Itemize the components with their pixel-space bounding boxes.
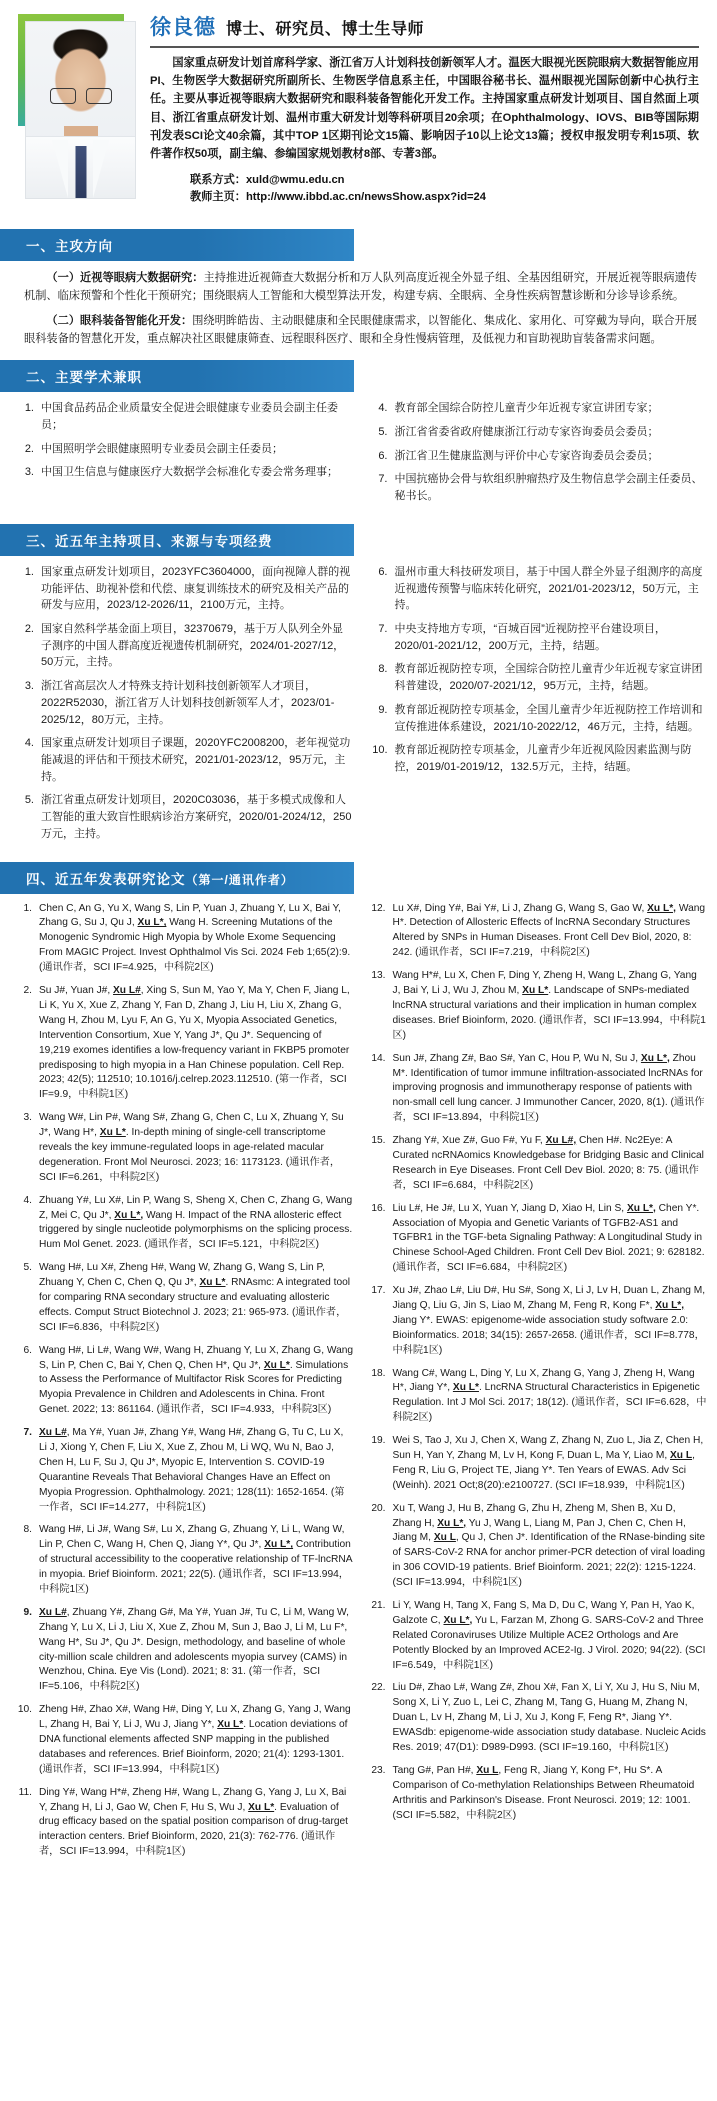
citation-authors-pre: Wang H*#, Lu X, Chen F, Ding Y, Zheng H, Wang L, Zhang G, Yang J, Bai Y, Li J, Wu J, Zhou M,: [392, 970, 697, 997]
highlighted-author-name: Xu L*,: [137, 917, 167, 929]
citation-authors-pre: Xu J#, Zhao L#, Liu D#, Hu S#, Song X, Li J, Lv H, Duan L, Zhang M, Jiang Q, Liu G, Jin S, Liao M, Zhang M, Feng R, Kong F*,: [392, 1285, 706, 1311]
list-item: [14, 400, 354, 433]
section-2-right-column: [368, 400, 708, 512]
publication-citation: [39, 1703, 354, 1777]
citation-rest: . Simulations to Assess the Performance of Multifactor Risk Scores for Predicting Myopia Prevalence in Children and Adolescents in China. Front Genet. 2022; 13: 861164. (通讯作者，SCI IF=4.933，中科院3区): [39, 1359, 349, 1416]
list-item: [368, 661, 708, 694]
portrait-frame: [18, 14, 136, 199]
person-titles: 博士、研究员、博士生导师: [226, 21, 425, 38]
list-item: [368, 448, 708, 465]
publication-number: 15.: [371, 1135, 386, 1147]
publication-number: 1.: [23, 902, 32, 914]
highlighted-author-name: Xu L*: [217, 1719, 244, 1731]
citation-authors-pre: Li Y, Wang H, Tang X, Fang S, Ma D, Du C, Wang Y, Pan H, Yao K, Galzote C,: [392, 1600, 695, 1626]
publication-entry: [368, 1367, 708, 1427]
citation-rest: Wang H. Impact of the RNA allosteric effect triggered by single nucleotide polymorphisms on the splicing process. Hum Mol Genet. 2023. (通讯作者，SCI IF=5.121，中科院2区): [39, 1209, 353, 1251]
citation-authors-pre: Wang H#, Lu X#, Zheng H#, Wang W, Zhang G, Wang S, Lin P, Zhuang Y, Chen C, Chen Q, Qu J*,: [39, 1262, 325, 1289]
item-text: 中国卫生信息与健康医疗大数据学会标准化专委会常务理事；: [41, 466, 338, 479]
item-text: 中国抗癌协会骨与软组织肿瘤热疗及生物信息学会副主任委员、秘书长。: [394, 473, 703, 503]
publication-right-column: [368, 902, 708, 1869]
citation-authors-pre: Wang H#, Li L#, Wang W#, Wang H, Zhuang Y, Lu X, Zhang G, Wang S, Lin P, Chen C, Bai Y, Chen Q, Chen H*, Qu J*,: [39, 1344, 354, 1371]
publication-citation: [39, 1261, 354, 1335]
publication-citation: [393, 1599, 708, 1673]
highlighted-author-name: Xu L*,: [626, 1202, 656, 1214]
publication-citation: [393, 1681, 708, 1755]
section-4-body: [0, 902, 717, 1869]
research-direction-body: 主持推进近视筛查大数据分析和万人队列高度近视全外显子组、全基因组研究，开展近视等眼病遗传机制、临床预警和个性化干预研究；围绕眼病人工智能和大模型算法开发，构建专病、全眼病、全身性疾病智慧诊断和分诊导诊系统。: [24, 271, 697, 302]
publication-entry: [368, 1052, 708, 1126]
research-direction-body: 围绕明眸皓齿、主动眼健康和全民眼健康需求，以智能化、集成化、家用化、可穿戴为导向，联合开展眼科装备的智慧化开发，重点解决社区眼健康筛查、远程眼科医疗、眼和全身性慢病管理，及低视力和盲助视助盲装备需求问题。: [24, 314, 697, 346]
publication-list-left: [14, 902, 354, 1861]
highlighted-author-name: Xu L*: [263, 1359, 290, 1371]
citation-authors-pre: Xu T, Wang J, Hu B, Zhang G, Zhu H, Zheng M, Shen B, Xu D, Zhang H,: [392, 1502, 676, 1529]
section-2-title: 二、主要学术兼职: [26, 370, 142, 386]
item-text: 教育部近视防控专项，全国综合防控儿童青少年近视专家宣讲团科普建设，2020/07-2021/12，95万元，主持，结题。: [394, 663, 703, 693]
highlighted-author-name: Xu L#: [39, 1606, 67, 1618]
publication-entry: [368, 1202, 708, 1276]
highlighted-author-name: Xu L*: [522, 985, 549, 997]
item-number: 5.: [24, 794, 34, 807]
list-item: [368, 424, 708, 441]
publication-number: 2.: [23, 985, 32, 997]
name-line: [150, 16, 699, 43]
highlighted-author-name: Xu L#: [113, 985, 141, 997]
list-item: [14, 792, 354, 842]
citation-rest: , Zhuang Y#, Zhang G#, Ma Y#, Yuan J#, Tu C, Li M, Wang W, Zhang Y, Lu X, Li J, Liu X, Xue Z, Zhou M, Sun J, Bao J, Li M, Lu F*, Wang H*, Su J*, Qu J*. Design, methodology, and baseline of whole city-million scale children and adolescents myopia survey (CAMS) in Wenzhou, China. Eye Vis (Lond). 2021; 8: 31. (第一作者，SCI IF=5.106，中科院2区): [39, 1606, 349, 1693]
citation-rest: Contribution of structural accessibility to the cooperative relationship of TF-lncRNA in myopia. Brief Bioinform. 2021; 22(5). (通讯作者，SCI IF=13.994，中科院1区): [39, 1539, 352, 1595]
publication-number: 14.: [371, 1052, 386, 1064]
citation-authors-pre: Liu D#, Zhao L#, Wang Z#, Zhou X#, Fan X, Li Y, Xu J, Hu S, Niu M, Song X, Li Y, Zuo L, Lei C, Zhang M, Tang G, Huang M, Zhang N, Duan L, Lv H, Zhang M, Li J, Xu J, Kong F, Feng R*, Jiang Y*. EWASdb: epigenome-wide association study database. Nucleic Acids Res. 2019; 47(D1): D989-D993. (SCI IF=19.160，中科院1区): [392, 1682, 706, 1754]
item-text: 教育部近视防控专项基金，儿童青少年近视风险因素监测与防控，2019/01-2019/12，132.5万元，主持，结题。: [394, 744, 692, 773]
citation-rest: Yu L, Farzan M, Zhong G. SARS-CoV-2 and Three Related Coronaviruses Utilize Multiple ACE2 Orthologs and Are Potently Blocked by an Improved ACE2-Ig. J Virol. 2020; 94(22). (SCI IF=6.549，中科院1区): [392, 1614, 706, 1671]
citation-rest: Zhou M*. Identification of tumor immune infiltration-associated lncRNAs for improving prognosis and immunotherapy response of patients with non-small cell lung cancer. J Immunother Cancer, 2020, 8(1). (通讯作者，SCI IF=13.894，中科院1区): [392, 1052, 705, 1124]
research-direction-item: [14, 312, 703, 348]
citation-rest: Wang H*. Detection of Allosteric Effects of lncRNA Secondary Structures Altered by SNPs in Human Diseases. Front Cell Dev Biol, 2020, 8: 242. (通讯作者，SCI IF=7.219，中科院2区): [392, 902, 706, 959]
publication-citation: [39, 1786, 354, 1860]
appointment-list-left: [14, 400, 354, 481]
section-3-title: 三、近五年主持项目、来源与专项经费: [26, 533, 273, 549]
publication-number: 20.: [371, 1502, 386, 1514]
citation-rest: , Feng R, Jiang Y, Kong F*, Hu S*. A Comparison of Co-methylation Relationships Between Rheumatoid Arthritis and Parkinson's Disease. Front Neurosci. 2019; 12: 1001. (SCI IF=5.582，中科院2区): [392, 1764, 695, 1821]
publication-citation: [393, 1202, 708, 1276]
highlighted-author-name: Xu L: [433, 1532, 456, 1544]
citation-authors-pre: Zhang Y#, Xue Z#, Guo F#, Yu F,: [392, 1135, 546, 1147]
citation-rest: Chen Y*. Association of Myopia and Genetic Variants of TGFB2-AS1 and TGFBR1 in the TGF-beta Signaling Pathway: A Longitudinal Study in Chinese School-Aged Children. Front Cell Dev Biol. 2021; 9: 628182. (通讯作者，SCI IF=6.684，中科院2区): [392, 1202, 705, 1274]
publication-entry: [14, 902, 354, 976]
publication-entry: [14, 1703, 354, 1777]
publication-number: 10.: [17, 1704, 32, 1716]
publication-entry: [368, 969, 708, 1043]
contact-email-row: [190, 172, 699, 189]
citation-authors-pre: Liu L#, He J#, Lu X, Yuan Y, Jiang D, Xiao H, Lin S,: [392, 1202, 627, 1214]
item-text: 中国照明学会眼健康照明专业委员会副主任委员；: [41, 442, 283, 455]
divider: [150, 46, 699, 48]
citation-authors-pre: Su J#, Yuan J#,: [39, 985, 114, 997]
highlighted-author-name: Xu L#: [39, 1427, 67, 1439]
citation-authors-pre: Wang C#, Wang L, Ding Y, Lu X, Zhang G, Yang J, Zheng H, Wang H*, Jiang Y*,: [392, 1367, 695, 1394]
publication-entry: [368, 1764, 708, 1824]
section-4-title: 四、近五年发表研究论文: [26, 871, 186, 887]
list-item: [368, 471, 708, 504]
citation-rest: . Location deviations of DNA functional elements affected SNP mapping in the published databases and references. Brief Bioinform, 2020; 21(4): 1293-1301. (通讯作者，SCI IF=13.994，中科院1区): [39, 1719, 348, 1775]
section-1-title: 一、主攻方向: [26, 238, 113, 254]
highlighted-author-name: Xu L*,: [114, 1209, 144, 1221]
publication-entry: [368, 1434, 708, 1494]
publication-citation: [393, 969, 708, 1043]
publication-entry: [14, 1786, 354, 1860]
item-text: 浙江省高层次人才特殊支持计划科技创新领军人才项目，2022R52030，浙江省万人计划科技创新领军人才，2023/01-2025/12，80万元，主持。: [41, 680, 335, 726]
portrait-photo: [25, 21, 136, 199]
item-number: 4.: [378, 402, 388, 415]
publication-entry: [14, 1194, 354, 1254]
item-number: 10.: [372, 744, 388, 757]
research-direction-item: [14, 269, 703, 305]
publication-entry: [14, 1426, 354, 1515]
person-name: 徐良德: [150, 16, 216, 39]
section-4-subtitle: （第一/通讯作者）: [185, 872, 294, 887]
item-text: 浙江省重点研发计划项目，2020C03036，基于多模式成像和人工智能的重大致盲性眼病诊治方案研究，2020/01-2024/12，250万元，主持。: [41, 794, 352, 840]
collar-right-shape: [93, 140, 109, 198]
contact-homepage-row: [190, 189, 699, 206]
highlighted-author-name: Xu L#,: [545, 1135, 577, 1147]
publication-citation: [393, 1284, 708, 1358]
publication-citation: [39, 1111, 354, 1185]
publication-entry: [368, 1284, 708, 1358]
glasses-icon: [50, 88, 112, 103]
publication-number: 9.: [23, 1606, 32, 1618]
item-text: 教育部近视防控专项基金，全国儿童青少年近视防控工作培训和宣传推进体系建设，2021/10-2022/12，46万元，主持，结题。: [394, 703, 703, 733]
biography-text: 国家重点研发计划首席科学家、浙江省万人计划科技创新领军人才。温医大眼视光医院眼病大数据智能应用PI、生物医学大数据研究所副所长、生物医学信息系主任，中国眼谷秘书长、温州眼视光国际创新中心执行主任。主要从事近视等眼病大数据研究和眼科装备智能化开发工作。主持国家重点研发计划项目、国自然面上项目、浙江省重点研发计划、温州市重大研发计划等科研项目20余项；在Ophthalmology、IOVS、BIB等国际期刊发表SCI论文40余篇，其中TOP 1区期刊论文15篇、影响因子10以上论文13篇；授权申报发明专利15项、软件著作权50项，副主编、参编国家规划教材8部、专著3部。: [150, 57, 699, 160]
contact-block: [150, 172, 699, 207]
profile-hero: [0, 0, 717, 217]
section-header-academic-appointments: [0, 360, 354, 392]
item-number: 2.: [24, 622, 34, 635]
citation-rest: . In-depth mining of single-cell transcriptome reveals the key immune-regulated loops in age-related macular degeneration. Front Mol Neurosci. 2023; 16: 1173123. (通讯作者，SCI IF=6.261，中科院2区): [39, 1127, 341, 1183]
section-3-left-column: [14, 564, 354, 850]
section-header-publications: [0, 862, 354, 894]
publication-number: 13.: [371, 970, 386, 982]
citation-authors-pre: Sun J#, Zhang Z#, Bao S#, Yan C, Hou P, Wu N, Su J,: [392, 1052, 641, 1064]
publication-number: 18.: [371, 1367, 386, 1379]
citation-rest: Wang H. Screening Mutations of the Monogenic Syndromic High Myopia by Whole Exome Sequencing From MAGIC Project. Invest Ophthalmol Vis Sci. 2024 Feb 1;65(2):9. (通讯作者，SCI IF=4.925，中科院2区): [39, 917, 351, 974]
item-text: 国家重点研发计划项目子课题，2020YFC2008200，老年视觉功能减退的评估和干预技术研究，2021/01-2023/12，95万元，主持。: [41, 737, 351, 783]
citation-rest: , Xing S, Sun M, Yao Y, Ma Y, Chen F, Jiang L, Li K, Yu X, Xue Z, Zhang Y, Fan D, Zhang J, Liu H, Liu X, Zhang G, Wang H, Zhou M, Lyu F, An G, Yu X, Myopia Associated Genetics, Intervention Consortium, Xue Y, Yang J*, Qu J*. Sequencing of 19,219 exomes identifies a low-frequency variant in FKBP5 promoter predisposing to high myopia in a Han Chinese population. Cell Rep. 2023; 42(5); 112510; 10.1016/j.celrep.2023.112510. (第一作者，SCI IF=9.9，中科院1区): [39, 985, 350, 1101]
list-item: [368, 621, 708, 654]
highlighted-author-name: Xu L*: [248, 1801, 275, 1813]
publication-number: 11.: [18, 1786, 32, 1798]
item-number: 7.: [378, 622, 388, 635]
list-item: [14, 564, 354, 614]
collar-left-shape: [52, 140, 68, 198]
highlighted-author-name: Xu L*,: [443, 1614, 473, 1626]
list-item: [368, 564, 708, 614]
item-number: 2.: [24, 442, 34, 455]
citation-authors-pre: Zhuang Y#, Lu X#, Lin P, Wang S, Sheng X, Chen C, Zhang G, Wang Z, Mei C, Qu J*,: [39, 1194, 353, 1221]
publication-citation: [393, 1764, 708, 1824]
section-1-body: [0, 269, 717, 349]
publication-entry: [14, 984, 354, 1103]
item-number: 1.: [24, 402, 34, 415]
publication-number: 6.: [23, 1344, 32, 1356]
citation-rest: . Evaluation of drug efficacy based on the spatial position comparison of drug-target interaction centers. Brief Bioinform, 2020, 21(3): 762-776. (通讯作者，SCI IF=13.994，中科院1区): [39, 1801, 349, 1858]
list-item: [14, 678, 354, 728]
list-item: [14, 621, 354, 671]
list-item: [368, 702, 708, 735]
highlighted-author-name: Xu L*: [99, 1127, 126, 1139]
publication-entry: [368, 1599, 708, 1673]
publication-number: 12.: [371, 902, 386, 914]
citation-authors-pre: Ding Y#, Wang H*#, Zheng H#, Wang L, Zhang G, Yang J, Lu X, Bai Y, Zhang H, Li J, Gao W, Chen F, Hu S, Wu J,: [39, 1786, 347, 1813]
list-item: [14, 441, 354, 458]
publication-citation: [393, 1367, 708, 1427]
highlighted-author-name: Xu L*,: [647, 902, 677, 914]
highlighted-author-name: Xu L*: [199, 1277, 226, 1289]
publication-entry: [14, 1523, 354, 1597]
contact-email-value[interactable]: xuld@wmu.edu.cn: [245, 173, 345, 186]
citation-authors-pre: Wang W#, Lin P#, Wang S#, Zhang G, Chen C, Lu X, Zhuang Y, Su J*, Wang H*,: [39, 1112, 344, 1139]
list-item: [368, 400, 708, 417]
publication-citation: [393, 1434, 708, 1494]
publication-citation: [39, 1194, 354, 1254]
item-number: 9.: [378, 703, 388, 716]
item-number: 5.: [378, 425, 388, 438]
publication-citation: [39, 1426, 354, 1515]
publication-citation: [39, 1523, 354, 1597]
publication-number: 8.: [23, 1524, 32, 1536]
item-number: 3.: [24, 466, 34, 479]
item-number: 6.: [378, 449, 388, 462]
publication-number: 23.: [371, 1764, 386, 1776]
citation-rest: . RNAsmc: A integrated tool for comparing RNA secondary structure and evaluating allosteric effects. Comput Struct Biotechnol J. 2023; 21: 965-973. (通讯作者，SCI IF=6.836，中科院2区): [39, 1277, 351, 1333]
citation-rest: Jiang Y*. EWAS: epigenome-wide association study software 2.0: Bioinformatics. 2018; 34(15): 2657-2658. (通讯作者，SCI IF=8.778，中科院1区): [392, 1314, 705, 1356]
publication-citation: [39, 984, 354, 1103]
citation-authors-pre: Lu X#, Ding Y#, Bai Y#, Li J, Zhang G, Wang S, Gao W,: [392, 902, 648, 914]
necktie-shape: [75, 146, 86, 198]
highlighted-author-name: Xu L: [669, 1449, 693, 1461]
highlighted-author-name: Xu L*: [452, 1382, 479, 1394]
contact-email-label: 联系方式：: [190, 173, 246, 186]
item-number: 4.: [24, 737, 34, 750]
project-list-left: [14, 564, 354, 843]
item-text: 浙江省省委省政府健康浙江行动专家咨询委员会委员；: [394, 425, 659, 438]
contact-homepage-label: 教师主页：: [190, 191, 246, 204]
publication-left-column: [14, 902, 354, 1869]
publication-citation: [39, 902, 354, 976]
citation-rest: , Qu J, Chen J*. Identification of the RNase-binding site of SARS-CoV-2 RNA for anchor primer-PCR detection of viral loading in 306 COVID-19 patients. Brief Bioinform. 2021; 22(2): 1215-1224. (SCI IF=13.994，中科院1区): [392, 1532, 706, 1589]
section-2-body: [0, 400, 717, 512]
item-number: 3.: [24, 680, 34, 693]
item-text: 浙江省卫生健康监测与评价中心专家咨询委员会委员；: [394, 449, 659, 462]
citation-rest: Yu J, Wang L, Liang M, Pan J, Chen C, Chen H, Jiang M,: [392, 1517, 686, 1544]
highlighted-author-name: Xu L*,: [264, 1539, 294, 1551]
publication-number: 17.: [371, 1285, 386, 1297]
section-3-right-column: [368, 564, 708, 850]
appointment-list-right: [368, 400, 708, 505]
item-number: 1.: [24, 565, 34, 578]
publication-entry: [368, 902, 708, 962]
publication-list-right: [368, 902, 708, 1824]
citation-rest: . LncRNA Structural Characteristics in Epigenetic Regulation. Int J Mol Sci. 2017; 18(12). (通讯作者，SCI IF=6.628，中科院2区): [392, 1382, 707, 1424]
citation-authors-pre: Chen C, An G, Yu X, Wang S, Lin P, Yuan J, Zhuang Y, Lu X, Bai Y, Zhang G, Su J, Qu J,: [39, 902, 341, 929]
item-number: 6.: [378, 565, 388, 578]
citation-rest: , Ma Y#, Yuan J#, Zhang Y#, Wang H#, Zhang G, Tu C, Lu X, Li J, Xiong Y, Chen F, Liu X, Xue Z, Zhou M, Li WQ, Wu N, Bao J, Chen H, Lu F, Su J, Qu J*, Myopic E, Intervention S. COVID-19 Quarantine Reveals That Behavioral Changes Have an Effect on Myopia Progression. Ophthalmology. 2021; 128(11): 1652-1654. (第一作者，SCI IF=14.277，中科院1区): [39, 1427, 345, 1513]
publication-entry: [14, 1344, 354, 1418]
publication-number: 19.: [371, 1435, 386, 1447]
section-2-left-column: [14, 400, 354, 512]
publication-citation: [393, 1502, 708, 1591]
item-text: 温州市重大科技研发项目，基于中国人群全外显子组测序的高度近视遗传预警与临床转化研究，2021/01-2023/12，50万元，主持。: [394, 565, 703, 612]
highlighted-author-name: Xu L: [476, 1764, 499, 1776]
research-direction-lead: （一）近视等眼病大数据研究：: [46, 271, 204, 284]
publication-entry: [368, 1681, 708, 1755]
highlighted-author-name: Xu L*,: [640, 1052, 670, 1064]
section-header-research-directions: [0, 229, 354, 261]
publication-number: 4.: [23, 1194, 32, 1206]
publication-citation: [39, 1344, 354, 1418]
item-text: 国家自然科学基金面上项目，32370679，基于万人队列全外显子测序的中国人群高度近视遗传机制研究，2024/01-2027/12，50万元，主持。: [41, 622, 345, 669]
list-item: [14, 735, 354, 785]
publication-entry: [368, 1502, 708, 1591]
list-item: [368, 742, 708, 775]
citation-authors-pre: Zheng H#, Zhao X#, Wang H#, Ding Y, Lu X, Zhang G, Yang J, Wang L, Zhang H, Bai Y, Li J, Wu J, Jiang Y*,: [39, 1704, 351, 1731]
publication-entry: [368, 1134, 708, 1194]
publication-number: 16.: [371, 1202, 386, 1214]
item-text: 中国食品药品企业质量安全促进会眼健康专业委员会副主任委员；: [41, 402, 338, 431]
contact-homepage-value[interactable]: http://www.ibbd.ac.cn/newsShow.aspx?id=24: [245, 191, 487, 204]
section-3-body: [0, 564, 717, 850]
highlighted-author-name: Xu L*,: [437, 1517, 467, 1529]
publication-entry: [14, 1261, 354, 1335]
project-list-right: [368, 564, 708, 776]
item-number: 8.: [378, 663, 388, 676]
item-text: 教育部全国综合防控儿童青少年近视专家宣讲团专家；: [394, 402, 659, 415]
publication-number: 22.: [371, 1682, 386, 1694]
citation-rest: . Landscape of SNPs-mediated lncRNA structural variations and their implication in human complex diseases. Brief Bioinform, 2020. (通讯作者，SCI IF=13.994，中科院1区): [392, 985, 706, 1041]
publication-citation: [393, 1052, 708, 1126]
publication-citation: [393, 1134, 708, 1194]
citation-authors-pre: Wang H#, Li J#, Wang S#, Lu X, Zhang G, Zhuang Y, Li L, Wang W, Lin P, Chen C, Wang H, Chen Q, Jiang Y*, Qu J*,: [39, 1524, 345, 1551]
list-item: [14, 464, 354, 481]
item-text: 国家重点研发计划项目，2023YFC3604000，面向视障人群的视功能评估、助视补偿和代偿、康复训练技术的研究及相关产品的研发与应用，2023/12-2026/11，2100万元，主持。: [41, 565, 351, 612]
publication-number: 5.: [23, 1262, 32, 1274]
item-text: 中央支持地方专项，“百城百园”近视防控平台建设项目，2020/01-2021/12，200万元，主持，结题。: [394, 622, 666, 652]
publication-number: 3.: [23, 1112, 32, 1124]
section-header-projects: [0, 524, 354, 556]
publication-entry: [14, 1111, 354, 1185]
citation-authors-pre: Wei S, Tao J, Xu J, Chen X, Wang Z, Zhang N, Zuo L, Jia Z, Chen H, Sun H, Yan Y, Zhang M, Lv H, Kong F, Duan L, Ma Y, Liao M,: [392, 1435, 704, 1461]
research-direction-lead: （二）眼科装备智能化开发：: [46, 314, 193, 327]
publication-citation: [39, 1606, 354, 1695]
publication-entry: [14, 1606, 354, 1695]
item-number: 7.: [378, 473, 388, 486]
citation-rest: , Feng R, Liu G, Project TE, Jiang Y*. Ten Years of EWAS. Adv Sci (Weinh). 2021 Oct;8(20):e2100727. (SCI IF=18.939，中科院1区): [392, 1449, 695, 1491]
citation-rest: Chen H#. Nc2Eye: A Curated ncRNAomics Knowledgebase for Bridging Basic and Clinical Research in Eye Diseases. Front Cell Dev Biol. 2020; 8: 75. (通讯作者，SCI IF=6.684，中科院2区): [392, 1135, 704, 1191]
highlighted-author-name: Xu L*,: [655, 1299, 685, 1311]
citation-authors-pre: Tang G#, Pan H#,: [392, 1764, 477, 1776]
publication-citation: [393, 902, 708, 962]
publication-number: 7.: [23, 1427, 32, 1439]
publication-number: 21.: [371, 1600, 386, 1611]
